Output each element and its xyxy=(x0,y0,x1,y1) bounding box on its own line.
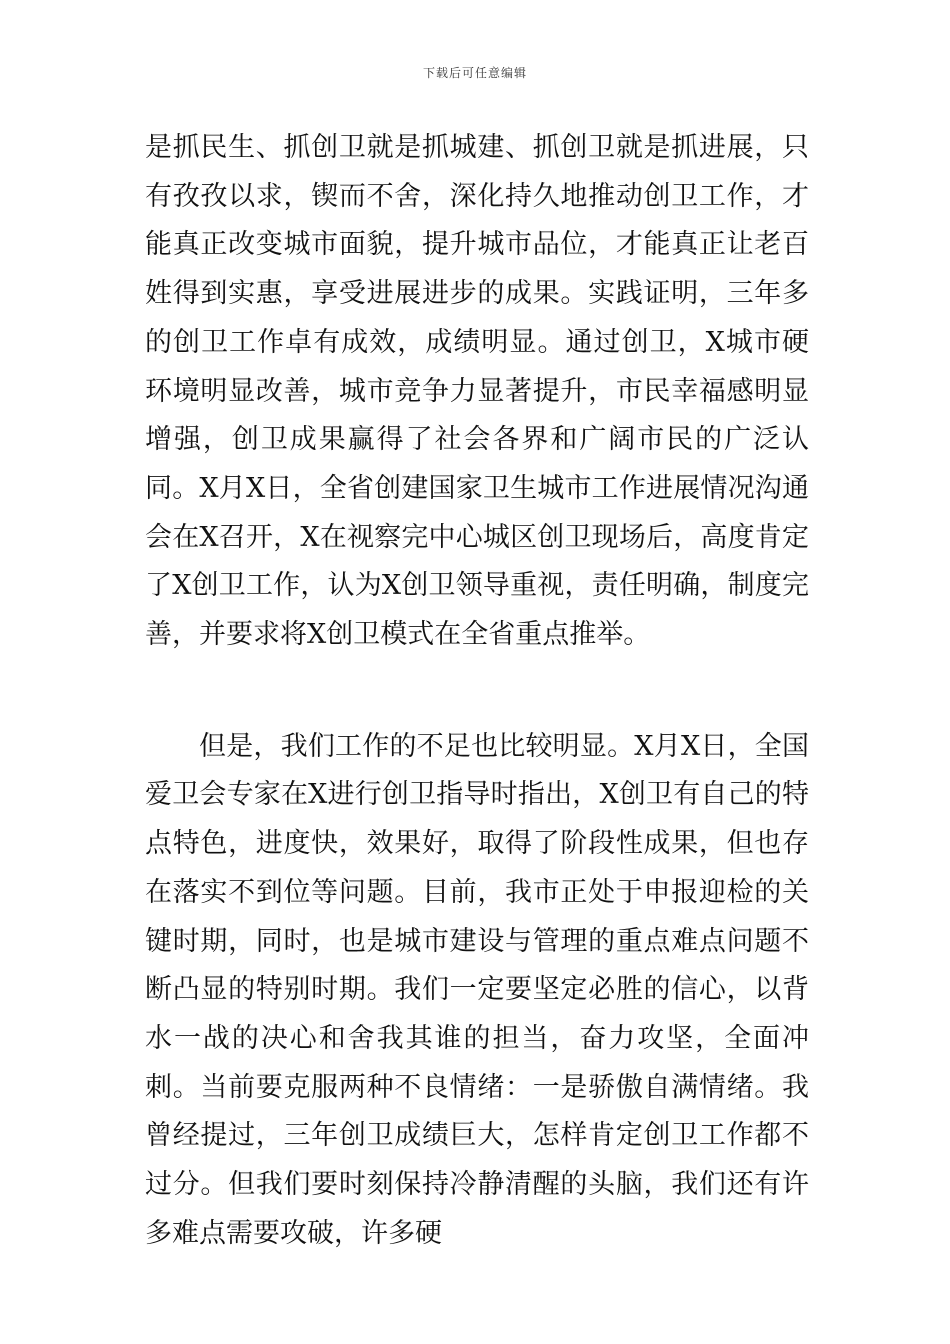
page-header: 下载后可任意编辑 xyxy=(422,66,527,80)
document-body xyxy=(145,124,809,1258)
paragraph-2: 但是，我们工作的不足也比较明显。X月X日，全国爱卫会专家在X进行创卫指导时指出，X创卫有自己的特点特色，进度快，效果好，取得了阶段性成果，但也存在落实不到位等问题。目前，我市正处于申报迎检的关键时期，同时，也是城市建设与管理的重点难点问题不断凸显的特别时期。我们一定要坚定必胜的信心，以背水一战的决心和舍我其谁的担当，奋力攻坚，全面冲刺。当前要克服两种不良情绪：一是骄傲自满情绪。我曾经提过，三年创卫成绩巨大，怎样肯定创卫工作都不过分。但我们要时刻保持冷静清醒的头脑，我们还有许多难点需要攻破，许多硬 xyxy=(145,730,809,1249)
paragraph-1: 是抓民生、抓创卫就是抓城建、抓创卫就是抓进展，只有孜孜以求，锲而不舍，深化持久地推动创卫工作，才能真正改变城市面貌，提升城市品位，才能真正让老百姓得到实惠，享受进展进步的成果。实践证明，三年多的创卫工作卓有成效，成绩明显。通过创卫，X城市硬环境明显改善，城市竞争力显著提升，市民幸福感明显增强，创卫成果赢得了社会各界和广阔市民的广泛认同。X月X日，全省创建国家卫生城市工作进展情况沟通会在X召开，X在视察完中心城区创卫现场后，高度肯定了X创卫工作，认为X创卫领导重视，责任明确，制度完善，并要求将X创卫模式在全省重点推举。 xyxy=(145,132,809,651)
